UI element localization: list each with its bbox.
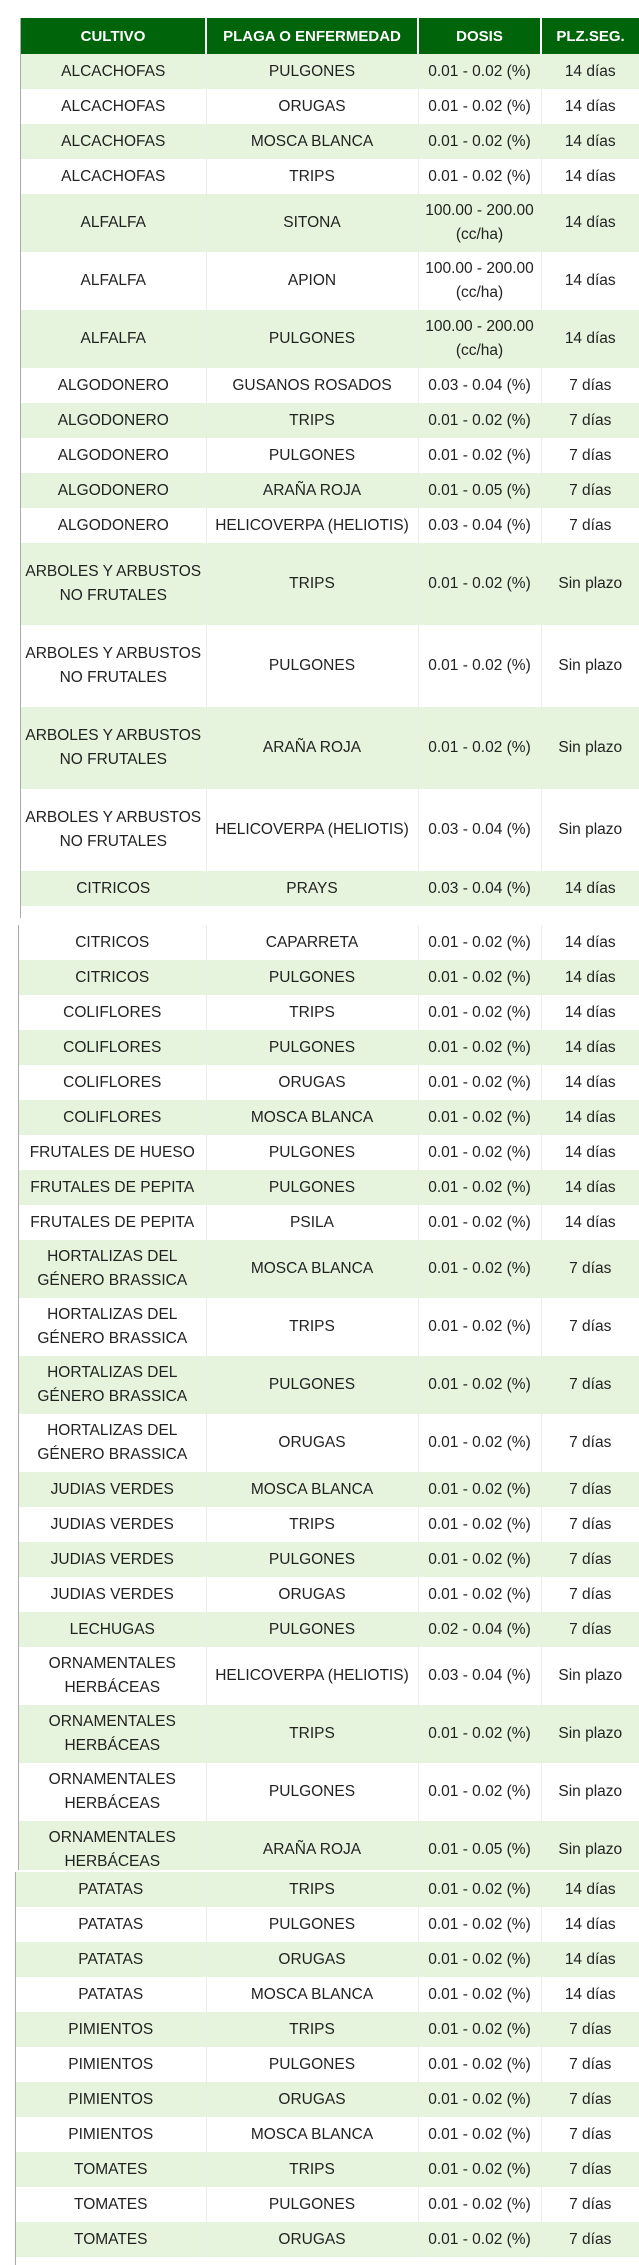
table-row (19, 1414, 639, 1472)
cell-pest: APION (206, 252, 418, 310)
cell-dose: 0.01 - 0.02 (%) (418, 1872, 541, 1907)
cell-safety-period: 14 días (541, 54, 639, 89)
table-row (16, 2152, 639, 2187)
cell-safety-period: 7 días (541, 1414, 639, 1472)
cell-pest: HELICOVERPA (HELIOTIS) (206, 1647, 418, 1705)
dosage-table-1 (21, 18, 639, 906)
cell-dose: 0.03 - 0.04 (%) (418, 789, 541, 871)
cell-pest: PULGONES (206, 1170, 418, 1205)
cell-crop: TOMATES (16, 2222, 206, 2257)
cell-pest: ORUGAS (206, 1942, 418, 1977)
cell-crop: PATATAS (16, 1942, 206, 1977)
table-row (19, 1821, 639, 1870)
cell-dose: 0.01 - 0.02 (%) (418, 1907, 541, 1942)
table-row (19, 1647, 639, 1705)
cell-crop: ALGODONERO (21, 438, 206, 473)
cell-crop: ALCACHOFAS (21, 159, 206, 194)
cell-pest: ORUGAS (206, 89, 418, 124)
cell-safety-period: 14 días (541, 252, 639, 310)
cell-safety-period: 7 días (541, 1298, 639, 1356)
table-row (21, 252, 639, 310)
cell-crop: HORTALIZAS DEL GÉNERO BRASSICA (19, 1298, 206, 1356)
cell-dose: 0.01 - 0.02 (%) (418, 1763, 541, 1821)
cell-pest: GUSANOS ROSADOS (206, 368, 418, 403)
cell-pest: TRIPS (206, 403, 418, 438)
cell-safety-period: 7 días (541, 508, 639, 543)
table-row (19, 1472, 639, 1507)
table-row (21, 438, 639, 473)
cell-crop: CITRICOS (19, 960, 206, 995)
table-row (19, 1100, 639, 1135)
cell-safety-period: 7 días (541, 2082, 639, 2117)
cell-pest: MOSCA BLANCA (206, 1240, 418, 1298)
cell-crop: COLIFLORES (19, 1065, 206, 1100)
cell-crop: JUDIAS VERDES (19, 1472, 206, 1507)
cell-crop: COLIFLORES (19, 1100, 206, 1135)
cell-safety-period: 14 días (541, 159, 639, 194)
cell-pest: PULGONES (206, 310, 418, 368)
cell-crop: ALCACHOFAS (21, 89, 206, 124)
cell-pest: TRIPS (206, 2012, 418, 2047)
cell-dose: 100.00 - 200.00 (cc/ha) (418, 194, 541, 252)
cell-dose: 0.03 - 0.04 (%) (418, 508, 541, 543)
cell-pest: ORUGAS (206, 1065, 418, 1100)
cell-dose: 0.01 - 0.02 (%) (418, 1205, 541, 1240)
table-row (21, 89, 639, 124)
cell-pest: TRIPS (206, 2152, 418, 2187)
table-segment-3 (15, 1872, 639, 2265)
cell-pest: TRIPS (206, 1507, 418, 1542)
cell-dose: 0.01 - 0.02 (%) (418, 403, 541, 438)
cell-dose: 100.00 - 200.00 (cc/ha) (418, 252, 541, 310)
cell-pest: TRIPS (206, 159, 418, 194)
table-row (19, 960, 639, 995)
cell-pest: TRIPS (206, 543, 418, 625)
cell-dose: 0.01 - 0.02 (%) (418, 2082, 541, 2117)
table-row (19, 925, 639, 960)
table-row (19, 1542, 639, 1577)
cell-pest: PULGONES (206, 2187, 418, 2222)
cell-crop: PIMIENTOS (16, 2047, 206, 2082)
table-row (21, 473, 639, 508)
cell-crop: PIMIENTOS (16, 2117, 206, 2152)
cell-safety-period: 7 días (541, 2222, 639, 2257)
table-row (16, 1872, 639, 1907)
table-row (16, 2187, 639, 2222)
cell-dose: 0.01 - 0.02 (%) (418, 1472, 541, 1507)
table-header-row (21, 18, 639, 54)
cell-pest: HELICOVERPA (HELIOTIS) (206, 508, 418, 543)
table-row (19, 1240, 639, 1298)
cell-safety-period: 7 días (541, 2187, 639, 2222)
table-row (21, 194, 639, 252)
cell-pest: PULGONES (206, 438, 418, 473)
cell-safety-period: Sin plazo (541, 1821, 639, 1870)
cell-pest: PULGONES (206, 625, 418, 707)
table-row (19, 1030, 639, 1065)
cell-safety-period: 7 días (541, 403, 639, 438)
cell-safety-period: 7 días (541, 1612, 639, 1647)
table-row (19, 995, 639, 1030)
cell-pest: SITONA (206, 194, 418, 252)
cell-safety-period: Sin plazo (541, 543, 639, 625)
header-pest: PLAGA O ENFERMEDAD (206, 18, 418, 54)
cell-crop: CITRICOS (21, 871, 206, 906)
cell-crop: ALGODONERO (21, 403, 206, 438)
cell-dose: 0.01 - 0.02 (%) (418, 543, 541, 625)
cell-safety-period: 7 días (541, 1507, 639, 1542)
cell-dose: 0.01 - 0.02 (%) (418, 1298, 541, 1356)
table-row (21, 403, 639, 438)
cell-crop: TOMATES (16, 2152, 206, 2187)
cell-crop: FRUTALES DE PEPITA (19, 1205, 206, 1240)
cell-pest: PULGONES (206, 1135, 418, 1170)
table-row (19, 1170, 639, 1205)
cell-crop: TOMATES (16, 2187, 206, 2222)
table-row (16, 2117, 639, 2152)
cell-dose: 0.01 - 0.05 (%) (418, 473, 541, 508)
cell-crop: HORTALIZAS DEL GÉNERO BRASSICA (19, 1356, 206, 1414)
cell-pest: MOSCA BLANCA (206, 1472, 418, 1507)
cell-dose: 0.01 - 0.02 (%) (418, 995, 541, 1030)
cell-safety-period: 14 días (541, 1135, 639, 1170)
table-segment-1 (20, 18, 639, 918)
cell-pest: HELICOVERPA (HELIOTIS) (206, 789, 418, 871)
cell-safety-period: Sin plazo (541, 1705, 639, 1763)
header-dose: DOSIS (418, 18, 541, 54)
table-row (19, 1356, 639, 1414)
cell-safety-period: 14 días (541, 194, 639, 252)
table-row (21, 707, 639, 789)
cell-safety-period: 14 días (541, 1065, 639, 1100)
cell-dose: 0.01 - 0.02 (%) (418, 1065, 541, 1100)
cell-dose: 0.01 - 0.02 (%) (418, 159, 541, 194)
table-row (16, 1942, 639, 1977)
cell-crop: ARBOLES Y ARBUSTOS NO FRUTALES (21, 543, 206, 625)
table-row (21, 543, 639, 625)
cell-safety-period: 14 días (541, 1100, 639, 1135)
cell-dose: 0.03 - 0.04 (%) (418, 368, 541, 403)
cell-pest: MOSCA BLANCA (206, 1977, 418, 2012)
cell-safety-period: 14 días (541, 124, 639, 159)
cell-safety-period: 7 días (541, 473, 639, 508)
table-row (21, 508, 639, 543)
cell-dose: 0.01 - 0.02 (%) (418, 1705, 541, 1763)
dosage-table-3 (16, 1872, 639, 2257)
cell-dose: 0.01 - 0.02 (%) (418, 1240, 541, 1298)
cell-crop: PATATAS (16, 1977, 206, 2012)
cell-crop: ALGODONERO (21, 473, 206, 508)
cell-safety-period: 14 días (541, 1942, 639, 1977)
cell-crop: COLIFLORES (19, 1030, 206, 1065)
cell-dose: 0.01 - 0.02 (%) (418, 438, 541, 473)
cell-crop: HORTALIZAS DEL GÉNERO BRASSICA (19, 1240, 206, 1298)
cell-pest: ARAÑA ROJA (206, 707, 418, 789)
table-row (19, 1705, 639, 1763)
cell-dose: 0.01 - 0.02 (%) (418, 2117, 541, 2152)
cell-dose: 0.01 - 0.02 (%) (418, 1977, 541, 2012)
cell-crop: ALCACHOFAS (21, 124, 206, 159)
table-row (21, 310, 639, 368)
cell-pest: ORUGAS (206, 2082, 418, 2117)
cell-dose: 0.01 - 0.02 (%) (418, 2152, 541, 2187)
cell-pest: ORUGAS (206, 1577, 418, 1612)
table-row (21, 871, 639, 906)
table-row (16, 2082, 639, 2117)
cell-crop: HORTALIZAS DEL GÉNERO BRASSICA (19, 1414, 206, 1472)
cell-dose: 0.01 - 0.02 (%) (418, 625, 541, 707)
cell-crop: ORNAMENTALES HERBÁCEAS (19, 1763, 206, 1821)
cell-crop: ORNAMENTALES HERBÁCEAS (19, 1705, 206, 1763)
cell-safety-period: 14 días (541, 89, 639, 124)
cell-crop: COLIFLORES (19, 995, 206, 1030)
cell-safety-period: 7 días (541, 2152, 639, 2187)
cell-pest: TRIPS (206, 1872, 418, 1907)
cell-safety-period: 7 días (541, 1542, 639, 1577)
cell-crop: FRUTALES DE PEPITA (19, 1170, 206, 1205)
cell-dose: 0.01 - 0.02 (%) (418, 89, 541, 124)
table-row (21, 124, 639, 159)
cell-safety-period: 14 días (541, 1205, 639, 1240)
cell-crop: PIMIENTOS (16, 2012, 206, 2047)
cell-dose: 0.01 - 0.02 (%) (418, 925, 541, 960)
cell-dose: 0.01 - 0.02 (%) (418, 2187, 541, 2222)
cell-dose: 0.01 - 0.02 (%) (418, 1100, 541, 1135)
cell-dose: 0.01 - 0.02 (%) (418, 2047, 541, 2082)
cell-safety-period: 7 días (541, 1577, 639, 1612)
cell-dose: 0.01 - 0.02 (%) (418, 707, 541, 789)
cell-pest: PRAYS (206, 871, 418, 906)
cell-safety-period: Sin plazo (541, 789, 639, 871)
cell-safety-period: 14 días (541, 1907, 639, 1942)
cell-crop: FRUTALES DE HUESO (19, 1135, 206, 1170)
table-row (16, 2047, 639, 2082)
cell-safety-period: Sin plazo (541, 1647, 639, 1705)
cell-crop: ALFALFA (21, 310, 206, 368)
table-row (19, 1612, 639, 1647)
cell-safety-period: 7 días (541, 1356, 639, 1414)
cell-safety-period: 14 días (541, 995, 639, 1030)
cell-crop: JUDIAS VERDES (19, 1507, 206, 1542)
cell-pest: MOSCA BLANCA (206, 124, 418, 159)
cell-crop: PATATAS (16, 1907, 206, 1942)
cell-dose: 0.01 - 0.02 (%) (418, 2012, 541, 2047)
cell-dose: 0.03 - 0.04 (%) (418, 1647, 541, 1705)
cell-dose: 0.01 - 0.02 (%) (418, 1577, 541, 1612)
cell-crop: ALCACHOFAS (21, 54, 206, 89)
cell-dose: 0.01 - 0.02 (%) (418, 1542, 541, 1577)
cell-pest: PULGONES (206, 1030, 418, 1065)
cell-safety-period: 7 días (541, 2047, 639, 2082)
cell-dose: 0.01 - 0.02 (%) (418, 2222, 541, 2257)
table-row (19, 1507, 639, 1542)
cell-dose: 0.01 - 0.02 (%) (418, 1414, 541, 1472)
cell-dose: 0.01 - 0.02 (%) (418, 1170, 541, 1205)
table-row (16, 1977, 639, 2012)
cell-pest: PULGONES (206, 1612, 418, 1647)
table-row (19, 1135, 639, 1170)
cell-safety-period: 14 días (541, 1030, 639, 1065)
cell-dose: 0.01 - 0.02 (%) (418, 1507, 541, 1542)
cell-dose: 0.01 - 0.02 (%) (418, 1030, 541, 1065)
cell-crop: ALGODONERO (21, 508, 206, 543)
cell-dose: 0.01 - 0.02 (%) (418, 1942, 541, 1977)
cell-safety-period: Sin plazo (541, 1763, 639, 1821)
cell-pest: PULGONES (206, 1763, 418, 1821)
cell-crop: ORNAMENTALES HERBÁCEAS (19, 1821, 206, 1870)
cell-safety-period: 14 días (541, 925, 639, 960)
cell-pest: MOSCA BLANCA (206, 2117, 418, 2152)
cell-dose: 0.03 - 0.04 (%) (418, 871, 541, 906)
cell-safety-period: 14 días (541, 1170, 639, 1205)
table-row (21, 368, 639, 403)
cell-pest: PULGONES (206, 960, 418, 995)
table-row (19, 1763, 639, 1821)
cell-safety-period: 14 días (541, 310, 639, 368)
cell-dose: 100.00 - 200.00 (cc/ha) (418, 310, 541, 368)
cell-dose: 0.02 - 0.04 (%) (418, 1612, 541, 1647)
header-crop: CULTIVO (21, 18, 206, 54)
cell-crop: ARBOLES Y ARBUSTOS NO FRUTALES (21, 707, 206, 789)
cell-dose: 0.01 - 0.02 (%) (418, 124, 541, 159)
table-row (21, 54, 639, 89)
cell-pest: TRIPS (206, 1705, 418, 1763)
cell-dose: 0.01 - 0.02 (%) (418, 960, 541, 995)
cell-safety-period: 7 días (541, 2117, 639, 2152)
table-row (21, 159, 639, 194)
cell-pest: ARAÑA ROJA (206, 473, 418, 508)
table-row (19, 1205, 639, 1240)
cell-pest: ARAÑA ROJA (206, 1821, 418, 1870)
header-safety-period: PLZ.SEG. (541, 18, 639, 54)
cell-crop: ARBOLES Y ARBUSTOS NO FRUTALES (21, 625, 206, 707)
table-row (19, 1065, 639, 1100)
cell-pest: PSILA (206, 1205, 418, 1240)
table-row (16, 2222, 639, 2257)
cell-pest: TRIPS (206, 995, 418, 1030)
cell-crop: PATATAS (16, 1872, 206, 1907)
cell-pest: PULGONES (206, 1542, 418, 1577)
cell-safety-period: 7 días (541, 1240, 639, 1298)
cell-pest: PULGONES (206, 1907, 418, 1942)
table-row (16, 1907, 639, 1942)
cell-pest: TRIPS (206, 1298, 418, 1356)
cell-crop: PIMIENTOS (16, 2082, 206, 2117)
cell-safety-period: 7 días (541, 368, 639, 403)
cell-dose: 0.01 - 0.05 (%) (418, 1821, 541, 1870)
cell-crop: JUDIAS VERDES (19, 1577, 206, 1612)
cell-crop: JUDIAS VERDES (19, 1542, 206, 1577)
cell-crop: CITRICOS (19, 925, 206, 960)
table-row (21, 789, 639, 871)
table-row (19, 1577, 639, 1612)
cell-crop: ORNAMENTALES HERBÁCEAS (19, 1647, 206, 1705)
cell-safety-period: 14 días (541, 1977, 639, 2012)
table-row (19, 1298, 639, 1356)
cell-crop: ALGODONERO (21, 368, 206, 403)
dosage-table-2 (19, 925, 639, 1870)
cell-pest: MOSCA BLANCA (206, 1100, 418, 1135)
cell-safety-period: 7 días (541, 438, 639, 473)
table-row (21, 625, 639, 707)
table-row (16, 2012, 639, 2047)
cell-dose: 0.01 - 0.02 (%) (418, 1356, 541, 1414)
cell-pest: ORUGAS (206, 1414, 418, 1472)
table-segment-2 (18, 925, 639, 1870)
cell-dose: 0.01 - 0.02 (%) (418, 54, 541, 89)
cell-safety-period: 14 días (541, 1872, 639, 1907)
cell-pest: PULGONES (206, 54, 418, 89)
cell-crop: LECHUGAS (19, 1612, 206, 1647)
cell-pest: PULGONES (206, 1356, 418, 1414)
cell-safety-period: Sin plazo (541, 625, 639, 707)
cell-crop: ALFALFA (21, 194, 206, 252)
cell-safety-period: Sin plazo (541, 707, 639, 789)
cell-crop: ARBOLES Y ARBUSTOS NO FRUTALES (21, 789, 206, 871)
cell-dose: 0.01 - 0.02 (%) (418, 1135, 541, 1170)
cell-safety-period: 7 días (541, 2012, 639, 2047)
cell-safety-period: 7 días (541, 1472, 639, 1507)
cell-pest: PULGONES (206, 2047, 418, 2082)
cell-pest: CAPARRETA (206, 925, 418, 960)
cell-safety-period: 14 días (541, 960, 639, 995)
cell-pest: ORUGAS (206, 2222, 418, 2257)
cell-crop: ALFALFA (21, 252, 206, 310)
cell-safety-period: 14 días (541, 871, 639, 906)
